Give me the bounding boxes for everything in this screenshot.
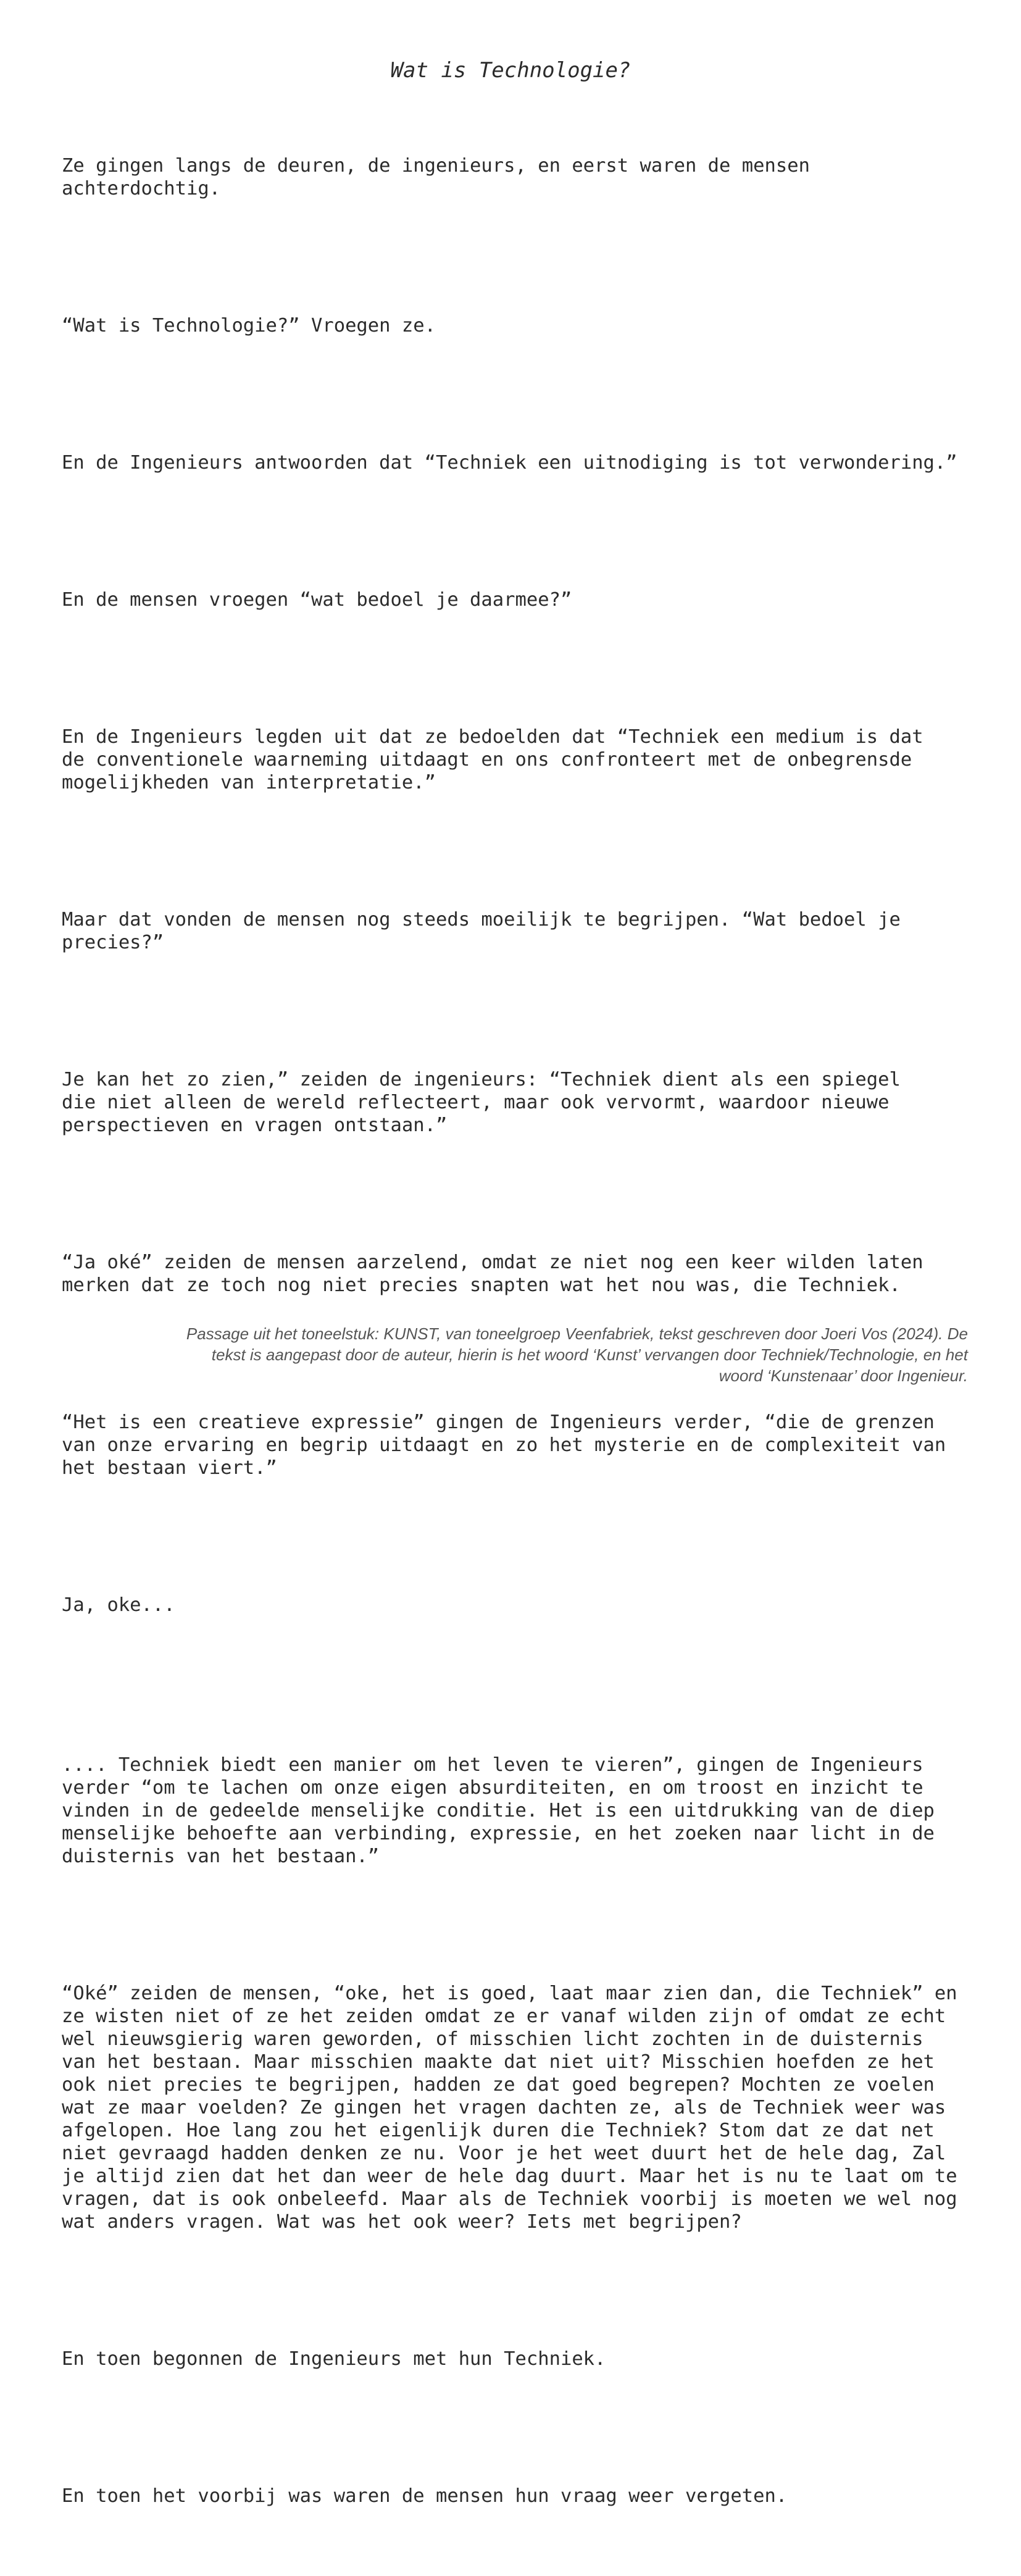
paragraph-3 [62, 406, 981, 520]
text-line: Maar dat vonden de mensen nog steeds moeilijk te begrijpen. “Wat bedoel je [62, 909, 901, 930]
text-line: En de Ingenieurs antwoorden dat “Techniek een uitnodiging is tot verwondering.” [62, 452, 957, 474]
text-line: van onze ervaring en begrip uitdaagt en zo het mysterie en de complexiteit van [62, 1434, 946, 1456]
text-line: En toen het voorbij was waren de mensen hun vraag weer vergeten. [62, 2485, 788, 2507]
text-line: de conventionele waarneming uitdaagt en ons confronteert met de onbegrensde [62, 749, 912, 771]
paragraph-2 [62, 269, 981, 383]
text-line: vragen, dat is ook onbeleefd. Maar als de Techniek voorbij is moeten we wel nog [62, 2188, 957, 2210]
paragraph-8 [62, 1205, 981, 1342]
paragraph-4 [62, 543, 981, 657]
text-line: ze wisten niet of ze het zeiden omdat ze er vanaf wilden zijn of omdat ze echt [62, 2005, 946, 2027]
text-line: merken dat ze toch nog niet precies snapten wat het nou was, die Techniek. [62, 1274, 901, 1296]
text-line: verder “om te lachen om onze eigen absurditeiten, en om troost en inzicht te [62, 1777, 923, 1799]
text-line: Ze gingen langs de deuren, de ingenieurs, en eerst waren de mensen [62, 155, 810, 177]
text-line: Je kan het zo zien,” zeiden de ingenieurs: “Techniek dient als een spiegel [62, 1069, 901, 1090]
paragraph-9 [62, 1365, 981, 1525]
text-line: je altijd zien dat het dan weer de hele dag duurt. Maar het is nu te laat om te [62, 2165, 957, 2187]
footnote-line: Passage uit het toneelstuk: KUNST, van toneelgroep Veenfabriek, tekst geschreven door Joeri Vos (2024). De [186, 1324, 968, 1343]
text-line: ook niet precies te begrijpen, hadden ze dat goed begrepen? Mochten ze voelen [62, 2074, 935, 2096]
paragraph-7 [62, 1022, 981, 1182]
text-line: van het bestaan. Maar misschien maakte dat niet uit? Misschien hoefden ze het [62, 2051, 935, 2073]
text-line: “Ja oké” zeiden de mensen aarzelend, omdat ze niet nog een keer wilden laten [62, 1252, 923, 1273]
text-line: Ja, oke... [62, 1594, 175, 1616]
text-line: vinden in de gedeelde menselijke conditie. Het is een uitdrukking van de diep [62, 1800, 935, 1821]
text-line: En de Ingenieurs legden uit dat ze bedoelden dat “Techniek een medium is dat [62, 726, 923, 748]
text-line: niet gevraagd hadden denken ze nu. Voor je het weet duurt het de hele dag, Zal [62, 2143, 946, 2164]
footnote-line: woord ‘Kunstenaar’ door Ingenieur. [719, 1366, 968, 1385]
paragraph-12 [62, 1936, 981, 2279]
text-line: het bestaan viert.” [62, 1457, 277, 1479]
paragraph-6 [62, 863, 981, 1000]
text-line: precies?” [62, 932, 164, 953]
text-line: wat anders vragen. Wat was het ook weer? Iets met begrijpen? [62, 2211, 742, 2233]
paragraph-1 [62, 109, 981, 246]
paragraph-14 [62, 2439, 981, 2553]
text-line: afgelopen. Hoe lang zou het eigenlijk duren die Techniek? Stom dat ze dat net [62, 2120, 935, 2141]
paragraph-10 [62, 1548, 981, 1662]
paragraph-13 [62, 2302, 981, 2416]
text-line: .... Techniek biedt een manier om het leven te vieren”, gingen de Ingenieurs [62, 1754, 923, 1776]
text-line: En de mensen vroegen “wat bedoel je daarmee?” [62, 589, 572, 611]
text-line: perspectieven en vragen ontstaan.” [62, 1114, 448, 1136]
source-footnote [74, 1323, 968, 1386]
text-line: En toen begonnen de Ingenieurs met hun Techniek. [62, 2348, 606, 2370]
paragraph-11 [62, 1708, 981, 1913]
paragraph-5 [62, 680, 981, 840]
text-line: die niet alleen de wereld reflecteert, maar ook vervormt, waardoor nieuwe [62, 1092, 890, 1113]
page-title: Wat is Technologie? [390, 58, 631, 83]
text-line: “Oké” zeiden de mensen, “oke, het is goed, laat maar zien dan, die Techniek” en [62, 1983, 957, 2004]
text-line: mogelijkheden van interpretatie.” [62, 772, 436, 793]
text-line: menselijke behoefte aan verbinding, expressie, en het zoeken naar licht in de [62, 1823, 935, 1844]
footnote-line: tekst is aangepast door de auteur, hierin is het woord ‘Kunst’ vervangen door Techniek/Technologie, en het [211, 1345, 968, 1364]
text-line: “Het is een creatieve expressie” gingen de Ingenieurs verder, “die de grenzen [62, 1411, 935, 1433]
blank-line [62, 1685, 981, 1708]
text-line: achterdochtig. [62, 178, 221, 199]
text-line: wat ze maar voelden? Ze gingen het vragen dachten ze, als de Techniek weer was [62, 2097, 946, 2118]
text-line: “Wat is Technologie?” Vroegen ze. [62, 315, 436, 337]
text-line: wel nieuwsgierig waren geworden, of misschien licht zochten in de duisternis [62, 2028, 923, 2050]
text-line: duisternis van het bestaan.” [62, 1846, 380, 1867]
